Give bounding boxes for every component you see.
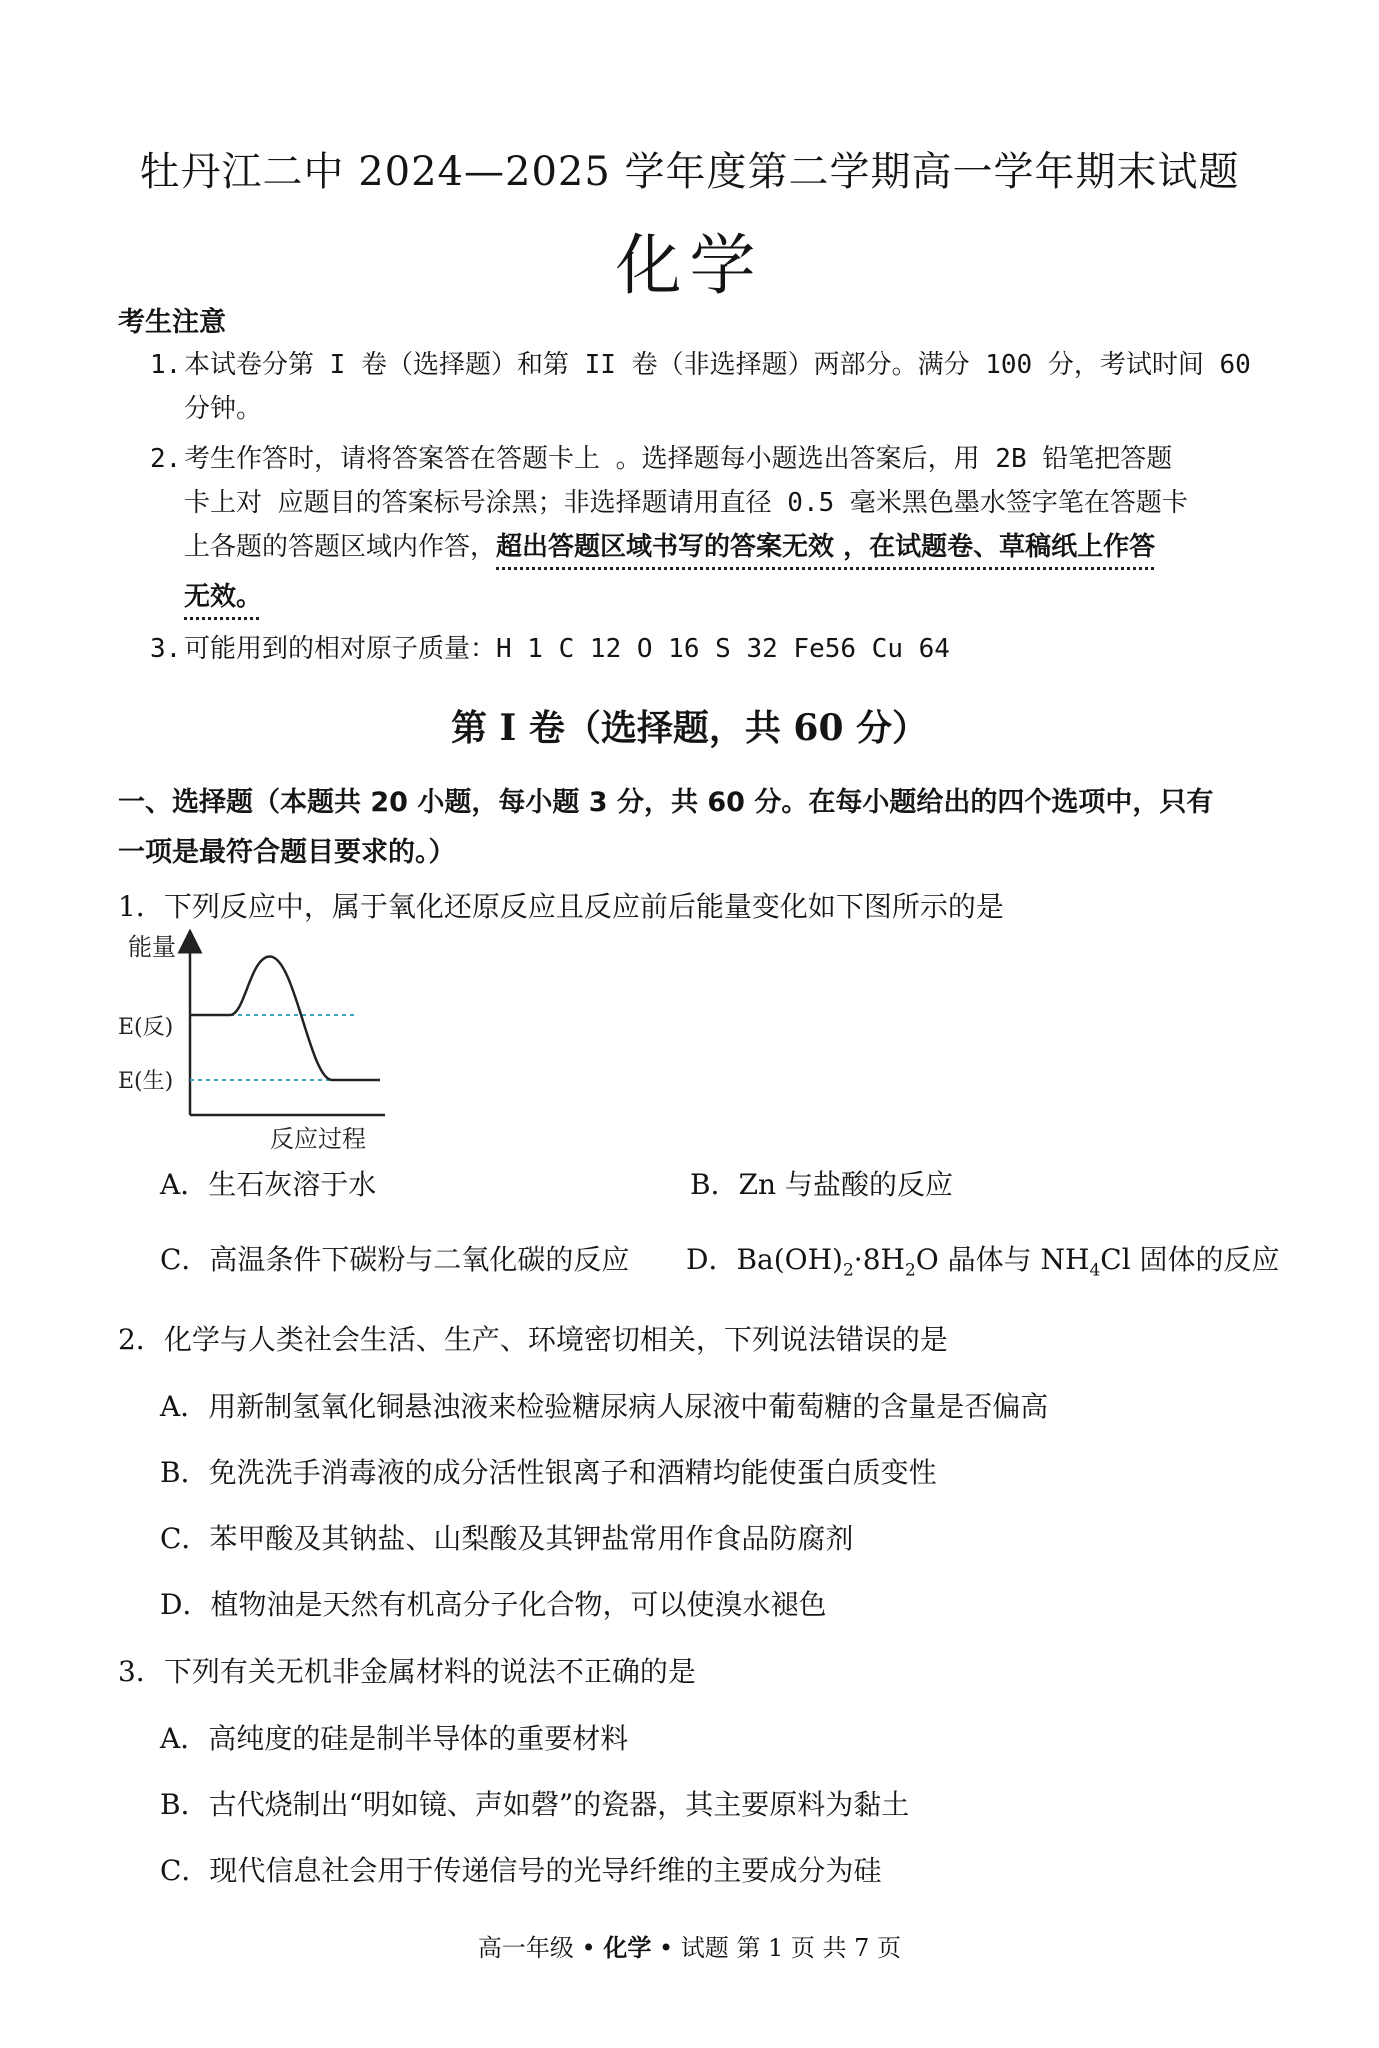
footer-page-info: • 试题 第 1 页 共 7 页	[651, 1934, 902, 1962]
notice-item-3-text: 可能用到的相对原子质量：H 1 C 12 O 16 S 32 Fe56 Cu 64	[184, 634, 950, 664]
question-1-option-c: C．高温条件下碳粉与二氧化碳的反应	[160, 1243, 630, 1276]
notice-item-2-line-3-plain: 上各题的答题区域内作答，	[184, 532, 497, 562]
notice-item-3	[150, 628, 950, 665]
section-title: 第 I 卷（选择题，共 60 分）	[450, 707, 929, 749]
option-d-part-3: ·8H	[853, 1243, 905, 1276]
energy-diagram	[110, 925, 410, 1155]
notice-item-2	[150, 438, 1172, 475]
question-3-stem: 3．下列有关无机非金属材料的说法不正确的是	[118, 1655, 696, 1688]
option-d-part-2: (OH)	[773, 1243, 843, 1276]
question-3-option-b: B．古代烧制出“明如镜、声如磬”的瓷器，其主要原料为黏土	[160, 1788, 910, 1821]
section-instructions-line-1: 一、选择题（本题共 20 小题，每小题 3 分，共 60 分。在每小题给出的四个选项中，只有	[118, 787, 1214, 818]
question-2-option-d: D．植物油是天然有机高分子化合物，可以使溴水褪色	[160, 1588, 827, 1621]
question-2-stem: 2．化学与人类社会生活、生产、环境密切相关，下列说法错误的是	[118, 1323, 948, 1356]
notice-item-1-line-2: 分钟。	[184, 394, 263, 424]
option-d-part-4: O 晶体与 NH	[915, 1243, 1090, 1276]
notice-item-2-line-3	[184, 526, 1155, 563]
question-1-option-a: A．生石灰溶于水	[160, 1168, 377, 1201]
notice-heading: 考生注意	[118, 307, 226, 338]
notice-item-1	[150, 344, 1251, 381]
question-1-option-b: B．Zn 与盐酸的反应	[690, 1168, 953, 1201]
x-axis-label: 反应过程	[270, 1125, 366, 1153]
notice-num-2: 2.	[150, 444, 182, 474]
notice-num-1: 1.	[150, 350, 182, 380]
option-d-sub-3: 4	[1089, 1260, 1101, 1281]
warning-text-b: 在试题卷、草稿纸上作答	[869, 532, 1156, 562]
level-label-reactant: E(反)	[118, 1015, 174, 1040]
warning-text-c: 无效。	[184, 582, 263, 612]
warning-text-a: 超出答题区域书写的答案无效 ，	[496, 532, 870, 562]
option-d-sub-1: 2	[842, 1260, 854, 1281]
notice-item-2-line-4	[184, 576, 262, 613]
energy-curve	[190, 957, 380, 1081]
exam-title: 牡丹江二中 2024—2025 学年度第二学期高一学年期末试题	[139, 149, 1240, 195]
notice-item-2-line-2: 卡上对 应题目的答案标号涂黑；非选择题请用直径 0.5 毫米黑色墨水签字笔在答题卡	[184, 488, 1188, 518]
y-axis-label: 能量	[128, 933, 176, 961]
page-footer	[0, 1928, 1379, 1963]
section-instructions-line-2: 一项是最符合题目要求的。）	[118, 837, 456, 868]
level-label-product: E(生)	[118, 1069, 174, 1094]
question-2-option-c: C．苯甲酸及其钠盐、山梨酸及其钾盐常用作食品防腐剂	[160, 1522, 854, 1555]
notice-item-1-line-1: 本试卷分第 I 卷（选择题）和第 II 卷（非选择题）两部分。满分 100 分，考试时间 60	[184, 350, 1251, 380]
footer-subject: 化学	[603, 1934, 652, 1962]
footer-grade: 高一年级 •	[477, 1934, 604, 1962]
question-3-option-a: A．高纯度的硅是制半导体的重要材料	[160, 1722, 629, 1755]
question-2-option-b: B．免洗洗手消毒液的成分活性银离子和酒精均能使蛋白质变性	[160, 1456, 937, 1489]
option-d-part-1: D．Ba	[686, 1243, 774, 1276]
option-d-sub-2: 2	[904, 1260, 916, 1281]
subject-title: 化学	[615, 227, 764, 304]
notice-num-3: 3.	[150, 634, 182, 664]
question-3-option-c: C．现代信息社会用于传递信号的光导纤维的主要成分为硅	[160, 1854, 882, 1887]
question-1-option-d	[686, 1238, 1280, 1281]
question-2-option-a: A．用新制氢氧化铜悬浊液来检验糖尿病人尿液中葡萄糖的含量是否偏高	[160, 1390, 1049, 1423]
question-1-stem: 1．下列反应中，属于氧化还原反应且反应前后能量变化如下图所示的是	[118, 890, 1004, 923]
option-d-part-5: Cl 固体的反应	[1100, 1243, 1280, 1276]
notice-item-2-line-1: 考生作答时，请将答案答在答题卡上 。选择题每小题选出答案后，用 2B 铅笔把答题	[184, 444, 1173, 474]
